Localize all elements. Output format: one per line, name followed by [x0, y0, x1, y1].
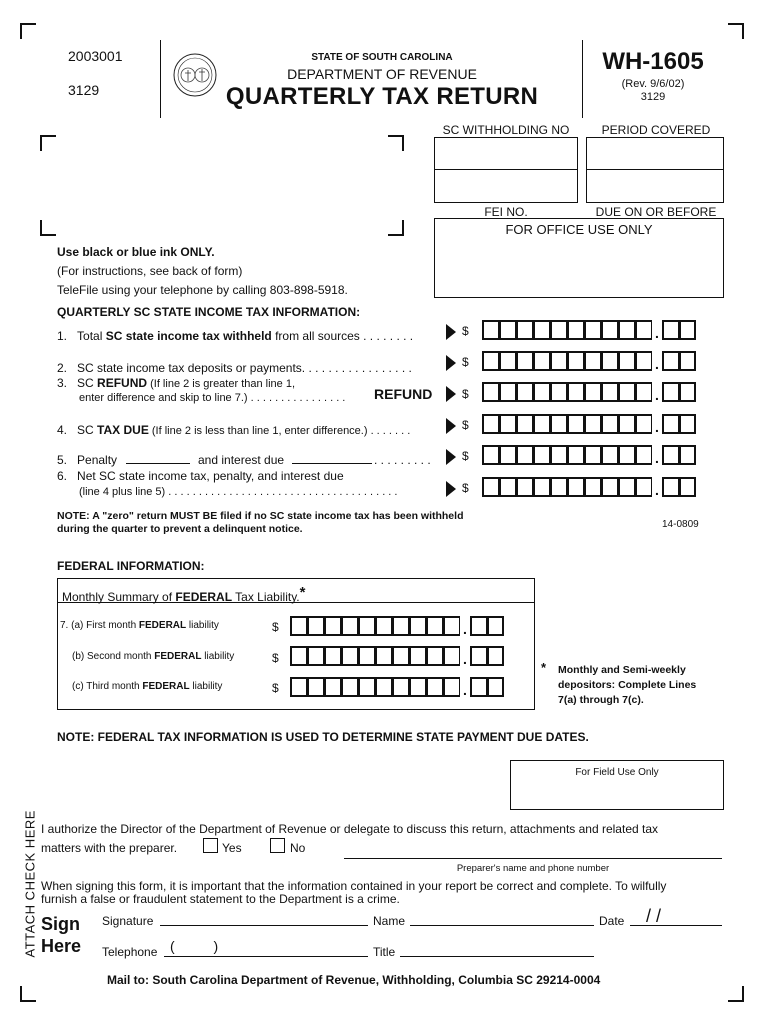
period-covered-label: PERIOD COVERED: [601, 123, 711, 137]
text: FEDERAL: [154, 651, 202, 662]
dollar-sign: $: [462, 387, 469, 401]
line4-amount-field[interactable]: .: [482, 414, 696, 434]
line1-amount-field[interactable]: .: [482, 320, 696, 340]
telephone-field[interactable]: [164, 956, 368, 957]
penalty-field[interactable]: [126, 463, 190, 464]
text: liability: [189, 681, 223, 692]
line3-amount-field[interactable]: .: [482, 382, 696, 402]
state-section-heading: QUARTERLY SC STATE INCOME TAX INFORMATION:: [57, 305, 361, 319]
crop-mark: [728, 986, 744, 1002]
title-field[interactable]: [400, 956, 594, 957]
crop-mark: [20, 23, 36, 39]
page-title: QUARTERLY TAX RETURN: [225, 83, 539, 110]
second-month-label: [72, 651, 234, 662]
here-label: Here: [41, 936, 82, 956]
warning-text: When signing this form, it is important that the information contained in your report be correct and complete. To wilfully: [41, 879, 667, 893]
line6-label: [57, 469, 344, 483]
date-field[interactable]: [630, 925, 722, 926]
dollar-sign: $: [462, 449, 469, 463]
preparer-label: Preparer's name and phone number: [456, 863, 610, 874]
divider: [434, 169, 578, 170]
mail-to-address: Mail to: South Carolina Department of Revenue, Withholding, Columbia SC 29214-0004: [107, 973, 601, 987]
line-number: 3.: [57, 376, 68, 390]
text: SC: [77, 376, 98, 390]
no-checkbox[interactable]: [270, 838, 285, 853]
crop-mark: [728, 23, 744, 39]
line2-amount-field[interactable]: .: [482, 351, 696, 371]
sc-withholding-field[interactable]: [434, 137, 578, 203]
text: FEDERAL: [175, 590, 233, 604]
dollar-sign: $: [272, 651, 279, 665]
text: 7(a) through 7(c).: [558, 694, 644, 706]
line6-sublabel: (line 4 plus line 5) . . . . . . . . . . . . . . . . . . . . . . . . . . . . . . . . . . . . . .: [79, 486, 398, 498]
arrow-right-icon: [446, 449, 456, 465]
divider: [160, 40, 161, 118]
date-label: Date: [599, 914, 625, 928]
dollar-sign: $: [462, 418, 469, 432]
arrow-right-icon: [446, 324, 456, 340]
field-use-box: [510, 760, 724, 810]
form-code: 14-0809: [662, 519, 699, 530]
line3-label: [57, 376, 295, 390]
signature-field[interactable]: [160, 925, 368, 926]
text: Monthly Summary of: [62, 590, 176, 604]
due-on-label: DUE ON OR BEFORE: [595, 205, 717, 219]
text: Penalty: [77, 453, 118, 467]
third-month-label: [72, 681, 222, 692]
dollar-sign: $: [272, 681, 279, 695]
text: SC state income tax withheld: [105, 329, 272, 343]
line-number: 1.: [57, 329, 68, 343]
line6-amount-field[interactable]: .: [482, 477, 696, 497]
field-use-label: For Field Use Only: [575, 767, 659, 778]
line-number: 2.: [57, 361, 68, 375]
refund-tag: REFUND: [374, 386, 433, 402]
sign-label: Sign: [41, 914, 80, 934]
text: (b) Second month: [72, 651, 155, 662]
department-name: DEPARTMENT OF REVENUE: [287, 66, 477, 82]
attach-check-label-wrap: [18, 810, 38, 960]
first-month-label: [60, 620, 219, 631]
line5-interest-label: and interest due: [198, 453, 285, 467]
yes-checkbox[interactable]: [203, 838, 218, 853]
office-use-box: [434, 218, 724, 298]
sc-withholding-label: SC WITHHOLDING NO: [442, 123, 570, 137]
no-label: No: [290, 841, 306, 855]
text: SC state income tax deposits or payments. . . . . . . . . . . . . . . . .: [77, 361, 412, 375]
text: from all sources . . . . . . . .: [271, 329, 414, 343]
federal-summary-title: [62, 584, 305, 604]
side-note-star: *: [541, 660, 547, 675]
crop-mark: [40, 135, 56, 151]
text: liability: [201, 651, 235, 662]
line-number: 4.: [57, 423, 68, 437]
fei-no-label: FEI NO.: [484, 205, 528, 219]
text: TAX DUE: [97, 423, 149, 437]
interest-field[interactable]: [292, 463, 372, 464]
second-month-amount-field[interactable]: .: [290, 646, 504, 666]
line5-label: [57, 453, 117, 467]
divider: [586, 169, 724, 170]
name-field[interactable]: [410, 925, 594, 926]
crop-mark: [40, 220, 56, 236]
zero-return-note-2: during the quarter to prevent a delinquent notice.: [57, 523, 303, 535]
period-covered-field[interactable]: [586, 137, 724, 203]
text: FEDERAL: [142, 681, 190, 692]
text: Total: [77, 329, 106, 343]
line4-label: [57, 423, 410, 437]
ink-instruction: Use black or blue ink ONLY.: [57, 245, 215, 259]
text: Net SC state income tax, penalty, and interest due: [77, 469, 344, 483]
arrow-right-icon: [446, 418, 456, 434]
line2-label: [57, 361, 412, 375]
third-month-amount-field[interactable]: .: [290, 677, 504, 697]
crop-mark: [20, 986, 36, 1002]
text: depositors: Complete Lines: [558, 679, 697, 691]
federal-heading: FEDERAL INFORMATION:: [57, 559, 205, 573]
yes-label: Yes: [222, 841, 242, 855]
text: FEDERAL: [138, 620, 187, 631]
dollar-sign: $: [272, 620, 279, 634]
form-code-2: 3129: [68, 82, 100, 98]
see-back-instruction: (For instructions, see back of form): [57, 264, 243, 278]
text: liability: [186, 620, 219, 631]
asterisk: *: [299, 584, 306, 601]
form-id: WH-1605: [602, 48, 704, 75]
state-seal-icon: [173, 53, 217, 97]
text: SC: [77, 423, 98, 437]
text: 7. (a) First month: [60, 620, 139, 631]
dollar-sign: $: [462, 324, 469, 338]
preparer-field[interactable]: [344, 858, 722, 859]
telephone-label: Telephone: [102, 945, 158, 959]
state-name: STATE OF SOUTH CAROLINA: [311, 52, 453, 63]
arrow-right-icon: [446, 355, 456, 371]
signature-label: Signature: [102, 914, 154, 928]
dollar-sign: $: [462, 355, 469, 369]
text: (c) Third month: [72, 681, 143, 692]
office-use-label: FOR OFFICE USE ONLY: [505, 222, 653, 237]
arrow-right-icon: [446, 386, 456, 402]
telephone-parens: ( ): [170, 938, 219, 954]
crop-mark: [388, 135, 404, 151]
text: (If line 2 is less than line 1, enter difference.) . . . . . . .: [148, 425, 411, 437]
federal-note: NOTE: FEDERAL TAX INFORMATION IS USED TO DETERMINE STATE PAYMENT DUE DATES.: [57, 730, 589, 744]
text: Monthly and Semi-weekly: [558, 664, 686, 676]
telefile-instruction: TeleFile using your telephone by calling 803-898-5918.: [57, 283, 348, 297]
text: REFUND: [97, 376, 148, 390]
line5-amount-field[interactable]: .: [482, 445, 696, 465]
text: Tax Liability.: [232, 590, 300, 604]
line1-label: [57, 329, 413, 343]
line3-sublabel: enter difference and skip to line 7.) . . . . . . . . . . . . . . . .: [79, 392, 346, 404]
authorization-text-2: matters with the preparer.: [41, 841, 178, 855]
text: (If line 2 is greater than line 1,: [147, 378, 296, 390]
revision: (Rev. 9/6/02): [621, 78, 685, 90]
authorization-text: I authorize the Director of the Department of Revenue or delegate to discuss this return, attachments and related tax: [41, 822, 659, 836]
date-slashes: / /: [646, 906, 662, 926]
title-label: Title: [373, 945, 396, 959]
dollar-sign: $: [462, 481, 469, 495]
arrow-right-icon: [446, 481, 456, 497]
first-month-amount-field[interactable]: .: [290, 616, 504, 636]
name-label: Name: [373, 914, 406, 928]
line5-dots: . . . . . . . . .: [374, 453, 431, 467]
line-number: 6.: [57, 469, 68, 483]
line-number: 5.: [57, 453, 68, 467]
zero-return-note: NOTE: A "zero" return MUST BE filed if no SC state income tax has been withheld: [57, 510, 464, 522]
attach-check-label: ATTACH CHECK HERE: [22, 810, 38, 958]
warning-text-2: furnish a false or fraudulent statement to the Department is a crime.: [41, 892, 400, 906]
form-code-1: 2003001: [68, 48, 123, 64]
depositor-note: [558, 663, 722, 708]
revision-code: 3129: [640, 91, 666, 103]
crop-mark: [388, 220, 404, 236]
